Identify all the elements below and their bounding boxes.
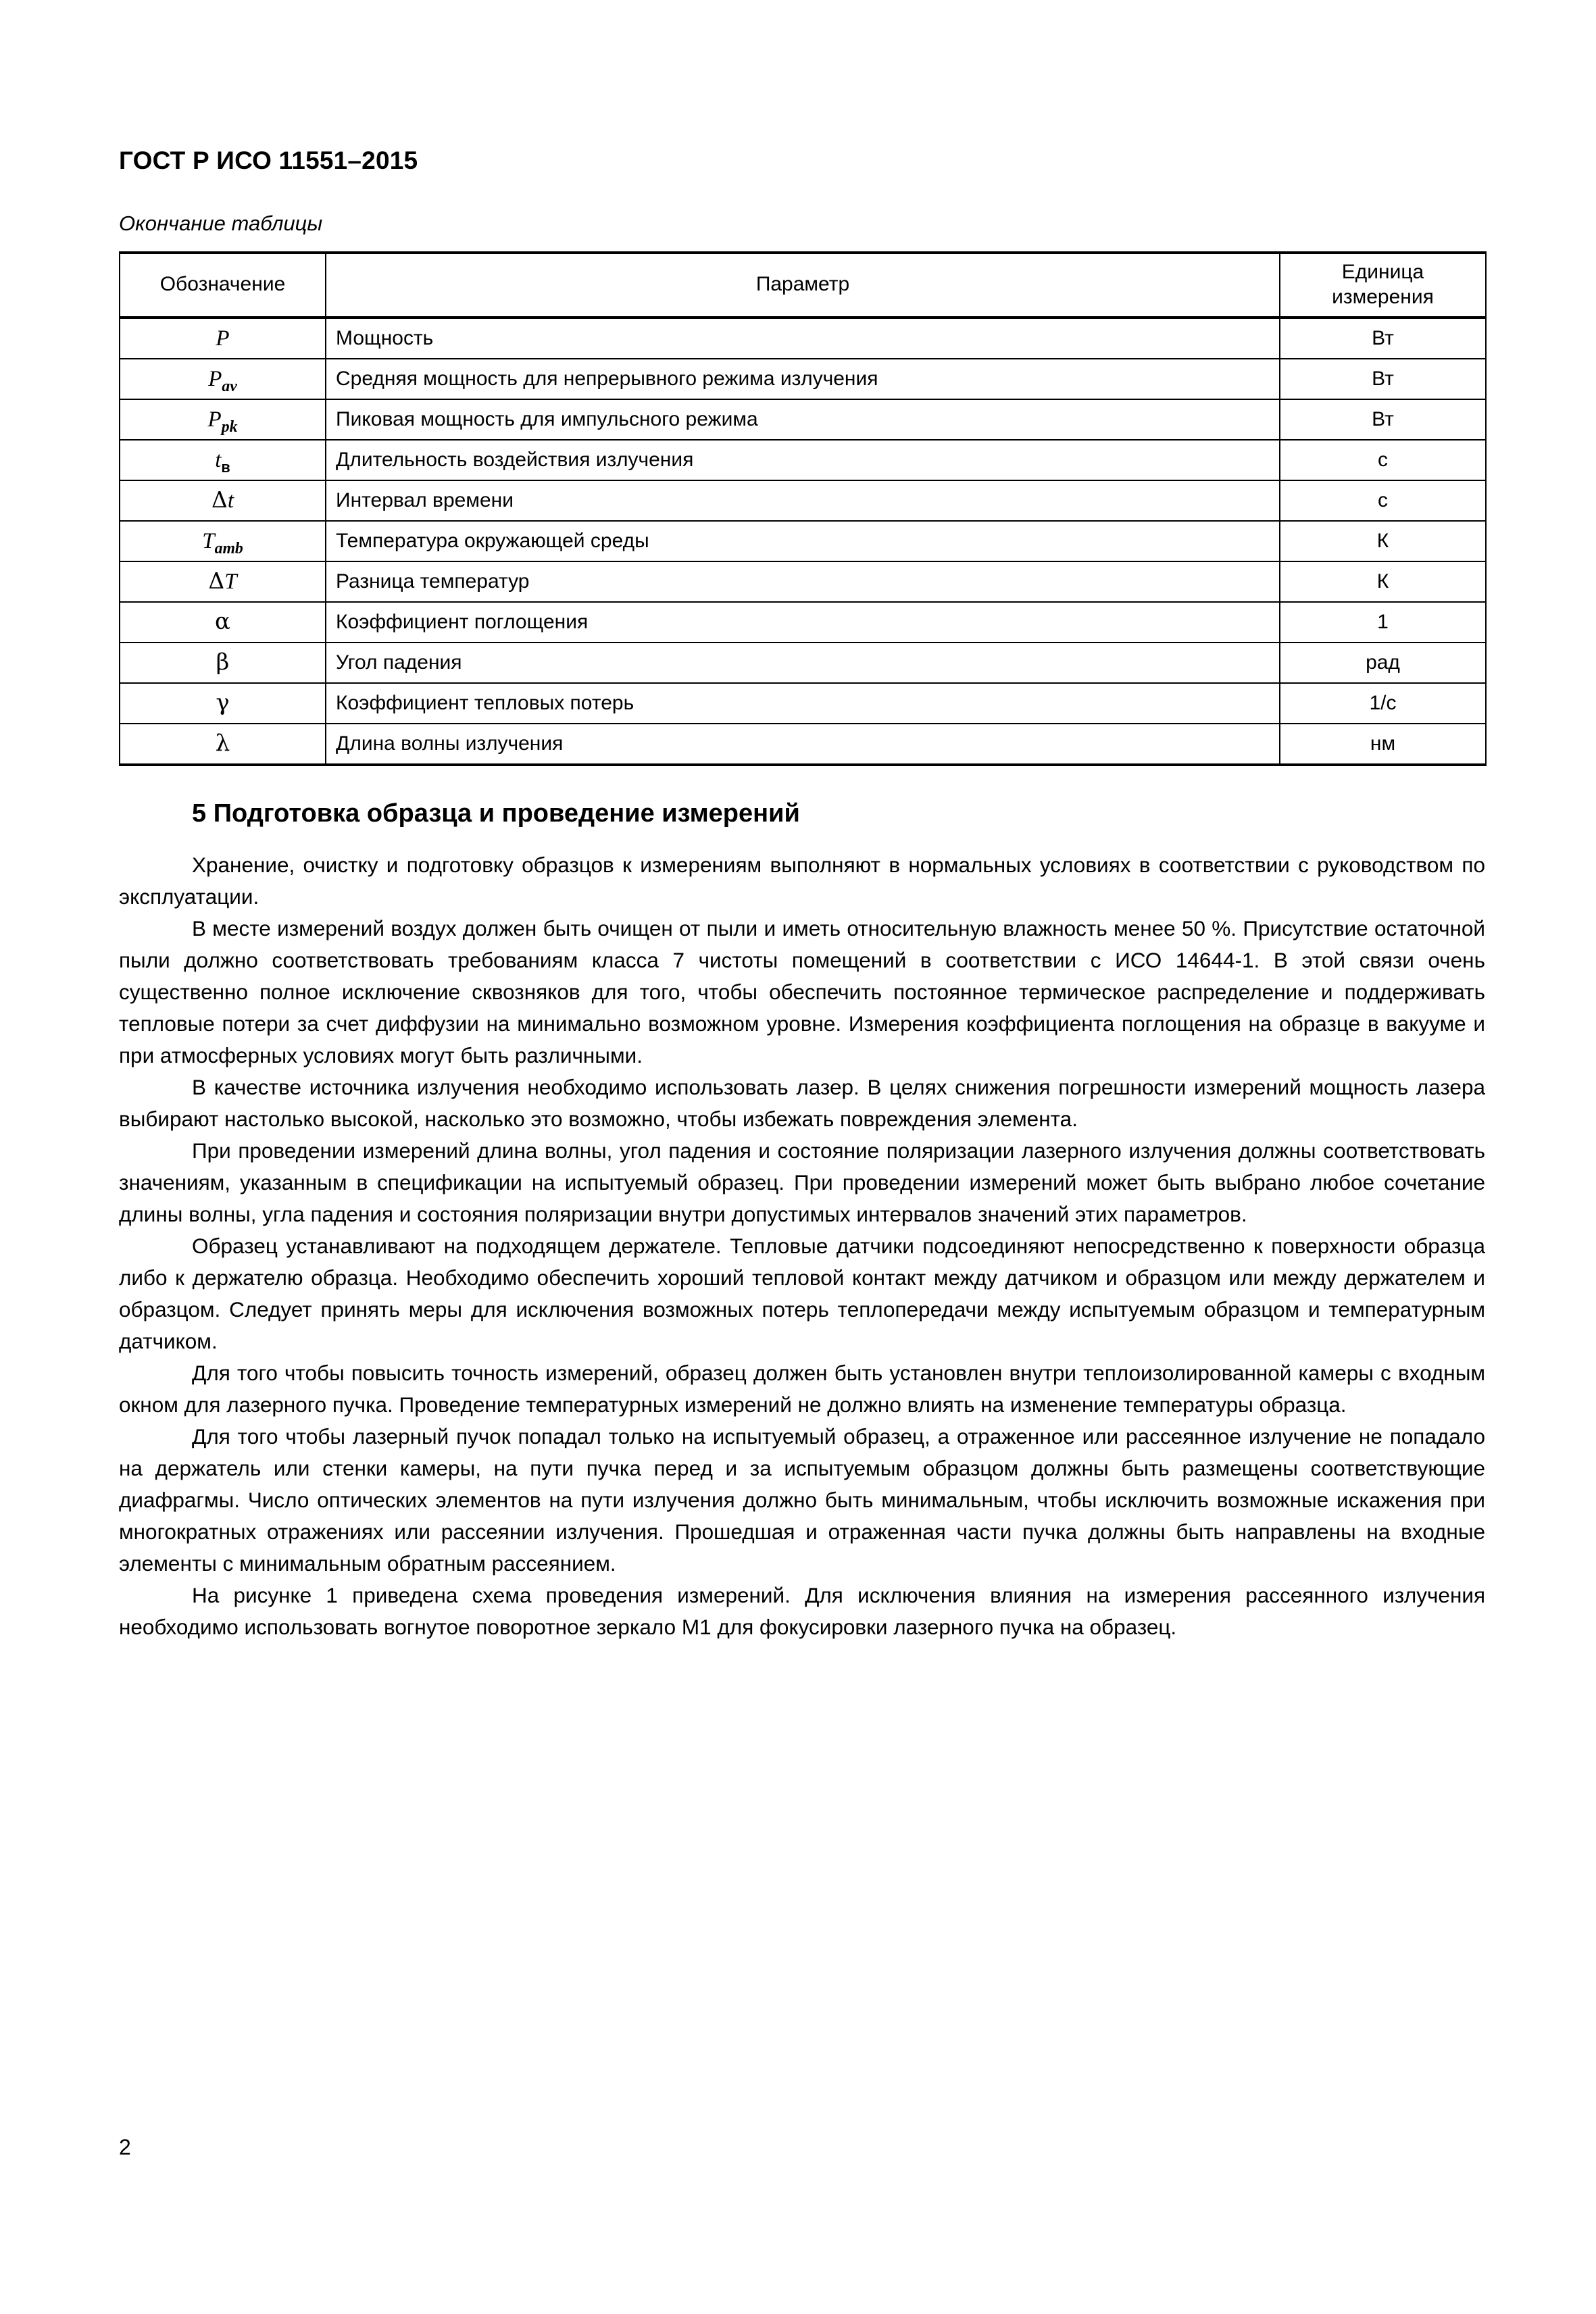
symbol-subscript: av — [222, 377, 237, 395]
section-heading: 5 Подготовка образца и проведение измерений — [192, 799, 800, 828]
paragraph: На рисунке 1 приведена схема проведения измерений. Для исключения влияния на измерения рассеянного излучения необходимо использовать вогнутое поворотное зеркало М1 для фокусировки лазерного пучка на образец. — [119, 1583, 1485, 1640]
cell-symbol: P — [120, 318, 326, 359]
paragraph: В месте измерений воздух должен быть очищен от пыли и иметь относительную влажность менее 50 %. Присутствие остаточной пыли должно соответствовать требованиям класса 7 чистоты помещений в соответствии с ИСО 14644-1. В этой связи очень существенно полное исключение сквозняков для того, чтобы обеспечить постоянное термическое распределение и поддерживать тепловые потери за счет диффузии на минимально возможном уровне. Измерения коэффициента поглощения на образце в вакууме и при атмосферных условиях могут быть различными. — [119, 916, 1485, 1068]
cell-parameter: Коэффициент тепловых потерь — [326, 683, 1280, 724]
cell-parameter: Коэффициент поглощения — [326, 602, 1280, 643]
table-row — [120, 602, 1486, 643]
cell-symbol: Δt — [120, 480, 326, 521]
page-content — [119, 0, 1485, 1643]
cell-parameter: Угол падения — [326, 643, 1280, 683]
cell-parameter: Средняя мощность для непрерывного режима излучения — [326, 359, 1280, 399]
delta-glyph: Δ — [211, 486, 228, 513]
column-header-unit — [1280, 253, 1486, 318]
symbol-subscript: pk — [221, 418, 238, 436]
cell-symbol: $T_{amb}$ — [120, 521, 326, 561]
table-row — [120, 561, 1486, 602]
cell-parameter: Температура окружающей среды — [326, 521, 1280, 561]
parameters-table — [119, 251, 1487, 766]
column-header-symbol: Обозначение — [120, 253, 326, 318]
cell-unit: К — [1280, 521, 1486, 561]
paragraph: Образец устанавливают на подходящем держателе. Тепловые датчики подсоединяют непосредственно к поверхности образца либо к держателю образца. Необходимо обеспечить хороший тепловой контакт между датчиком и образцом или между держателем и образцом. Следует принять меры для исключения возможных потерь теплопередачи между испытуемым образцом и температурным датчиком. — [119, 1234, 1485, 1354]
column-header-unit-line1: Единица — [1341, 261, 1424, 284]
cell-parameter: Разница температур — [326, 561, 1280, 602]
symbol-subscript: в — [221, 458, 230, 476]
paragraph: Для того чтобы повысить точность измерений, образец должен быть установлен внутри теплоизолированной камеры с входным окном для лазерного пучка. Проведение температурных измерений не должно влиять на изменение температуры образца. — [119, 1361, 1485, 1417]
cell-unit: 1 — [1280, 602, 1486, 643]
table-body — [120, 318, 1486, 765]
table-row — [120, 724, 1486, 765]
symbol-glyph: λ — [215, 730, 230, 757]
paragraph: Хранение, очистку и подготовку образцов к измерениям выполняют в нормальных условиях в соответствии с руководством по эксплуатации. — [119, 853, 1485, 909]
table-header-row — [120, 253, 1486, 318]
cell-unit: с — [1280, 440, 1486, 480]
symbol-subscript: amb — [214, 539, 243, 557]
table-row — [120, 683, 1486, 724]
table-row — [120, 643, 1486, 683]
symbol-glyph: β — [216, 649, 230, 676]
paragraph: В качестве источника излучения необходимо использовать лазер. В целях снижения погрешности измерений мощность лазера выбирают настолько высокой, насколько это возможно, чтобы избежать повреждения элемента. — [119, 1075, 1485, 1132]
cell-unit: нм — [1280, 724, 1486, 765]
table-row — [120, 480, 1486, 521]
cell-symbol: ΔT — [120, 561, 326, 602]
cell-parameter: Длина волны излучения — [326, 724, 1280, 765]
cell-symbol — [120, 643, 326, 683]
cell-symbol — [120, 724, 326, 765]
paragraph: Для того чтобы лазерный пучок попадал только на испытуемый образец, а отраженное или рассеянное излучение не попадало на держатель или стенки камеры, на пути пучка перед и за испытуемым образцом должны быть размещены соответствующие диафрагмы. Число оптических элементов на пути излучения должно быть минимальным, чтобы исключить возможные искажения при многократных отражениях или рассеянии излучения. Прошедшая и отраженная части пучка должны быть направлены на входные элементы с минимальным обратным рассеянием. — [119, 1424, 1485, 1576]
cell-parameter: Длительность воздействия излучения — [326, 440, 1280, 480]
section-body — [119, 849, 1485, 1643]
page-number: 2 — [119, 2135, 131, 2159]
cell-unit: с — [1280, 480, 1486, 521]
symbol-glyph: α — [215, 608, 230, 636]
cell-symbol: $t_в$ — [120, 440, 326, 480]
cell-unit: рад — [1280, 643, 1486, 683]
column-header-parameter: Параметр — [326, 253, 1280, 318]
table-row — [120, 359, 1486, 399]
cell-symbol: $P_{av}$ — [120, 359, 326, 399]
cell-unit: 1/с — [1280, 683, 1486, 724]
paragraph: При проведении измерений длина волны, угол падения и состояние поляризации лазерного излучения должны соответствовать значениям, указанным в спецификации на испытуемый образец. При проведении измерений может быть выбрано любое сочетание длины волны, угла падения и состояния поляризации внутри допустимых интервалов значений этих параметров. — [119, 1138, 1485, 1227]
table-row — [120, 440, 1486, 480]
cell-unit: К — [1280, 561, 1486, 602]
cell-unit: Вт — [1280, 399, 1486, 440]
table-caption: Окончание таблицы — [119, 211, 323, 235]
cell-symbol — [120, 602, 326, 643]
table-row — [120, 318, 1486, 359]
cell-parameter: Мощность — [326, 318, 1280, 359]
cell-unit: Вт — [1280, 359, 1486, 399]
cell-unit: Вт — [1280, 318, 1486, 359]
table-head — [120, 253, 1486, 318]
running-head: ГОСТ Р ИСО 11551–2015 — [119, 147, 418, 174]
cell-symbol — [120, 683, 326, 724]
table-row — [120, 521, 1486, 561]
table-row — [120, 399, 1486, 440]
cell-parameter: Интервал времени — [326, 480, 1280, 521]
cell-symbol: $P_{pk}$ — [120, 399, 326, 440]
cell-parameter: Пиковая мощность для импульсного режима — [326, 399, 1280, 440]
column-header-unit-line2: измерения — [1332, 285, 1434, 308]
delta-glyph: Δ — [208, 568, 225, 595]
symbol-glyph: γ — [216, 689, 230, 717]
